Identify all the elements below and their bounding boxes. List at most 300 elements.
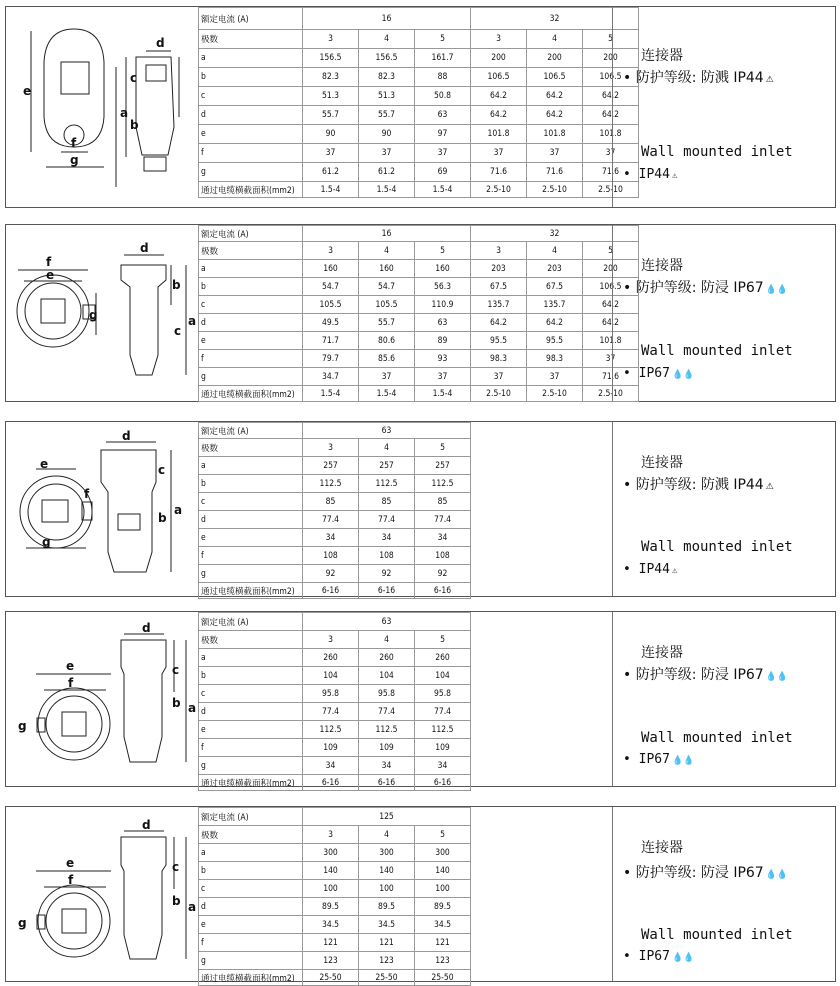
warning-triangle-icon: ⚠ [671,566,678,576]
dim-label-a: a [174,503,183,517]
pole-count: 4 [359,439,415,457]
protection-rating-zh [623,67,774,87]
product-title-zh: 连接器 [641,455,683,471]
pole-count: 5 [583,242,639,260]
cell: 51.3 [303,87,359,106]
spec-panel-5 [5,806,836,982]
cell: 112.5 [415,721,471,739]
cell: 112.5 [359,475,415,493]
cell: 200 [583,260,639,278]
dim-label-d: d [142,818,151,832]
cell: 257 [415,457,471,475]
cell: 105.5 [359,296,415,314]
technical-drawing-svg [6,225,196,401]
dim-label-b: b [130,118,139,132]
cell: 135.7 [527,296,583,314]
dim-label-b: b [172,696,181,710]
cell: 140 [359,862,415,880]
table-row [199,529,471,547]
cell: 6-16 [303,583,359,599]
cell: 108 [415,547,471,565]
cell: 51.3 [359,87,415,106]
table-row [199,757,471,775]
table-row [199,721,471,739]
current-value: 32 [471,8,639,30]
cell: 25-50 [415,970,471,986]
pole-count: 3 [303,826,359,844]
cell: 160 [303,260,359,278]
cell: 1.5-4 [359,182,415,198]
pole-count: 3 [303,439,359,457]
cell: 101.8 [471,125,527,144]
cell: 93 [415,350,471,368]
table-row [199,934,471,952]
dim-label-c: c [130,71,138,85]
protection-rating-text: • IP44 [623,167,670,182]
cell: 34 [303,757,359,775]
cell: 37 [303,144,359,163]
protection-rating-text: • IP67 [623,366,670,381]
rated-current-label: 额定电流 (A) [199,423,303,439]
cell: 109 [359,739,415,757]
cell: 2.5-10 [527,386,583,402]
cell: 37 [583,144,639,163]
table-row [199,125,639,144]
cell: 37 [359,144,415,163]
row-label: d [199,511,303,529]
row-label: a [199,260,303,278]
cell: 160 [415,260,471,278]
current-value: 63 [303,613,471,631]
cell: 37 [415,368,471,386]
table-row [199,844,471,862]
spec-table [198,225,639,402]
cell: 110.9 [415,296,471,314]
protection-rating-en [623,167,677,182]
protection-rating-zh [623,474,774,494]
cell: 92 [415,565,471,583]
cell: 2.5-10 [583,182,639,198]
current-value: 63 [303,423,471,439]
cell: 160 [359,260,415,278]
cell: 90 [359,125,415,144]
pole-count: 4 [359,826,415,844]
cell: 80.6 [359,332,415,350]
cell: 101.8 [527,125,583,144]
cell: 34.5 [359,916,415,934]
cell: 61.2 [359,163,415,182]
current-value: 32 [471,226,639,242]
protection-rating-text: • 防护等级: 防浸 IP67 [623,865,764,881]
cell: 123 [303,952,359,970]
dim-label-b: b [158,511,167,525]
dim-label-c: c [174,324,182,338]
cell: 34.5 [303,916,359,934]
dim-label-e: e [23,84,32,98]
warning-triangle-icon: ⚠ [765,75,774,85]
connector-drawing [6,807,196,981]
table-row [199,667,471,685]
table-row [199,68,639,87]
spec-panel-2 [5,224,836,402]
cell: 109 [303,739,359,757]
table-row [199,685,471,703]
dim-label-b: b [172,278,181,292]
cell: 123 [359,952,415,970]
cell: 200 [471,49,527,68]
pole-count: 5 [415,242,471,260]
cell: 50.8 [415,87,471,106]
cell: 71.7 [303,332,359,350]
row-label: g [199,952,303,970]
pole-count: 4 [359,242,415,260]
protection-rating-text: • IP67 [623,752,670,767]
row-label: e [199,332,303,350]
table-row [199,739,471,757]
cell: 140 [303,862,359,880]
cell: 300 [303,844,359,862]
dim-label-e: e [46,268,55,282]
row-label: f [199,350,303,368]
water-drops-icon: 💧💧 [765,285,789,295]
cell: 77.4 [359,511,415,529]
table-row [199,386,639,402]
cell: 95.8 [303,685,359,703]
cell: 54.7 [359,278,415,296]
row-label: d [199,703,303,721]
cell: 108 [303,547,359,565]
pole-count: 5 [583,30,639,49]
row-label: a [199,844,303,862]
cell: 1.5-4 [415,182,471,198]
row-label: 通过电缆横截面积(mm2) [199,182,303,198]
cell: 92 [303,565,359,583]
cell: 95.8 [415,685,471,703]
row-label: e [199,529,303,547]
poles-label: 极数 [199,30,303,49]
current-value: 16 [303,226,471,242]
table-row [199,314,639,332]
cell: 161.7 [415,49,471,68]
table-row [199,106,639,125]
cell: 67.5 [471,278,527,296]
cell: 121 [415,934,471,952]
water-drops-icon: 💧💧 [765,870,789,880]
row-label: e [199,125,303,144]
cell: 6-16 [359,583,415,599]
cell: 300 [415,844,471,862]
rated-current-label: 额定电流 (A) [199,8,303,30]
cell: 71.6 [527,163,583,182]
poles-label: 极数 [199,826,303,844]
cell: 64.2 [527,314,583,332]
rated-current-label: 额定电流 (A) [199,808,303,826]
cell: 101.8 [583,125,639,144]
row-label: e [199,721,303,739]
table-row [199,703,471,721]
dim-label-e: e [40,457,49,471]
cell: 2.5-10 [471,182,527,198]
cell: 25-50 [303,970,359,986]
poles-label: 极数 [199,439,303,457]
pole-count: 3 [471,30,527,49]
product-title-en: Wall mounted inlet [641,539,793,555]
pole-count: 5 [415,439,471,457]
cell: 257 [303,457,359,475]
cell: 95.8 [359,685,415,703]
product-title-en: Wall mounted inlet [641,730,793,746]
table-row [199,350,639,368]
cell: 108 [359,547,415,565]
row-label: d [199,314,303,332]
spec-panel-4 [5,611,836,787]
cell: 1.5-4 [415,386,471,402]
cell: 55.7 [359,106,415,125]
cell: 56.3 [415,278,471,296]
row-label: f [199,739,303,757]
table-row [199,475,471,493]
technical-drawing-svg [6,422,196,596]
cell: 105.5 [303,296,359,314]
row-label: c [199,880,303,898]
cell: 34 [303,529,359,547]
protection-rating-text: • IP67 [623,949,670,964]
table-row [199,144,639,163]
dim-label-c: c [158,463,166,477]
cell: 85 [303,493,359,511]
warning-triangle-icon: ⚠ [765,482,774,492]
dim-label-f: f [84,487,90,501]
product-title-en: Wall mounted inlet [641,927,793,943]
table-row [199,368,639,386]
connector-drawing [6,612,196,786]
row-label: a [199,649,303,667]
dim-label-c: c [172,860,180,874]
technical-drawing-svg [6,807,196,981]
cell: 106.5 [583,68,639,87]
cell: 98.3 [527,350,583,368]
row-label: b [199,475,303,493]
spec-table [198,7,639,198]
table-row [199,163,639,182]
row-label: 通过电缆横截面积(mm2) [199,775,303,791]
cell: 6-16 [415,583,471,599]
table-row [199,511,471,529]
table-row [199,583,471,599]
cell: 112.5 [303,721,359,739]
cell: 37 [527,368,583,386]
row-label: b [199,862,303,880]
cell: 106.5 [583,278,639,296]
row-label: d [199,898,303,916]
cell: 67.5 [527,278,583,296]
cell: 85 [359,493,415,511]
cell: 64.2 [471,314,527,332]
cell: 260 [303,649,359,667]
water-drops-icon: 💧💧 [671,953,695,963]
current-value: 16 [303,8,471,30]
product-title-zh: 连接器 [641,48,683,64]
cell: 71.6 [471,163,527,182]
cell: 104 [359,667,415,685]
table-row [199,547,471,565]
poles-label: 极数 [199,631,303,649]
table-row [199,862,471,880]
dim-label-g: g [42,535,51,549]
row-label: f [199,547,303,565]
water-drops-icon: 💧💧 [671,370,695,380]
cell: 6-16 [303,775,359,791]
cell: 49.5 [303,314,359,332]
cell: 64.2 [527,87,583,106]
row-label: c [199,493,303,511]
protection-rating-en [623,949,694,964]
cell: 109 [415,739,471,757]
cell: 92 [359,565,415,583]
spec-table [198,612,471,791]
pole-count: 3 [303,242,359,260]
cell: 61.2 [303,163,359,182]
row-label: f [199,934,303,952]
cell: 77.4 [415,703,471,721]
product-title-zh: 连接器 [641,258,683,274]
cell: 63 [415,106,471,125]
cell: 97 [415,125,471,144]
cell: 89.5 [303,898,359,916]
cell: 106.5 [527,68,583,87]
cell: 85 [415,493,471,511]
water-drops-icon: 💧💧 [671,756,695,766]
cell: 121 [359,934,415,952]
cell: 104 [303,667,359,685]
cell: 89.5 [359,898,415,916]
row-label: f [199,144,303,163]
cell: 112.5 [303,475,359,493]
technical-drawing-svg [6,7,196,207]
cell: 89.5 [415,898,471,916]
cell: 104 [415,667,471,685]
pole-count: 3 [303,30,359,49]
product-info [612,7,835,207]
product-info [612,807,835,981]
row-label: g [199,368,303,386]
cell: 34.7 [303,368,359,386]
row-label: b [199,667,303,685]
cell: 1.5-4 [359,386,415,402]
cell: 1.5-4 [303,386,359,402]
cell: 77.4 [415,511,471,529]
table-row [199,649,471,667]
cell: 64.2 [583,87,639,106]
cell: 156.5 [303,49,359,68]
cell: 200 [583,49,639,68]
pole-count: 5 [415,826,471,844]
cell: 82.3 [359,68,415,87]
spec-panel-1 [5,6,836,208]
dim-label-a: a [188,900,196,914]
cell: 203 [471,260,527,278]
dim-label-e: e [66,856,75,870]
dim-label-f: f [46,255,52,269]
cell: 69 [415,163,471,182]
cell: 34 [359,529,415,547]
row-label: g [199,565,303,583]
cell: 82.3 [303,68,359,87]
dim-label-a: a [120,106,129,120]
row-label: c [199,296,303,314]
cell: 2.5-10 [471,386,527,402]
product-title-zh: 连接器 [641,645,683,661]
cell: 95.5 [527,332,583,350]
cell: 135.7 [471,296,527,314]
cell: 64.2 [583,314,639,332]
row-label: c [199,87,303,106]
cell: 90 [303,125,359,144]
cell: 79.7 [303,350,359,368]
cell: 200 [527,49,583,68]
table-row [199,49,639,68]
spec-table [198,807,471,986]
dim-label-e: e [66,659,75,673]
connector-drawing [6,225,196,401]
cell: 6-16 [359,775,415,791]
rated-current-label: 额定电流 (A) [199,613,303,631]
spec-panel-3 [5,421,836,597]
row-label: 通过电缆横截面积(mm2) [199,583,303,599]
cell: 140 [415,862,471,880]
technical-drawing-svg [6,612,196,786]
cell: 89 [415,332,471,350]
table-row [199,880,471,898]
table-row [199,457,471,475]
cell: 55.7 [359,314,415,332]
dim-label-a: a [188,314,196,328]
cell: 112.5 [415,475,471,493]
poles-label: 极数 [199,242,303,260]
table-row [199,296,639,314]
table-row [199,952,471,970]
protection-rating-text: • IP44 [623,562,670,577]
cell: 257 [359,457,415,475]
dim-label-b: b [172,894,181,908]
protection-rating-zh [623,277,788,297]
row-label: g [199,163,303,182]
table-row [199,565,471,583]
cell: 34.5 [415,916,471,934]
cell: 71.6 [583,368,639,386]
cell: 100 [415,880,471,898]
protection-rating-text: • 防护等级: 防溅 IP44 [623,477,764,493]
row-label: g [199,757,303,775]
dim-label-f: f [68,676,74,690]
table-row [199,260,639,278]
product-title-en: Wall mounted inlet [641,144,793,160]
dim-label-d: d [142,621,151,635]
row-label: 通过电缆横截面积(mm2) [199,386,303,402]
cell: 71.6 [583,163,639,182]
cell: 156.5 [359,49,415,68]
cell: 37 [415,144,471,163]
table-row [199,898,471,916]
dim-label-a: a [188,701,196,715]
cell: 34 [415,529,471,547]
pole-count: 5 [415,631,471,649]
connector-drawing [6,422,196,596]
cell: 300 [359,844,415,862]
pole-count: 4 [359,631,415,649]
protection-rating-en [623,366,694,381]
rated-current-label: 额定电流 (A) [199,226,303,242]
